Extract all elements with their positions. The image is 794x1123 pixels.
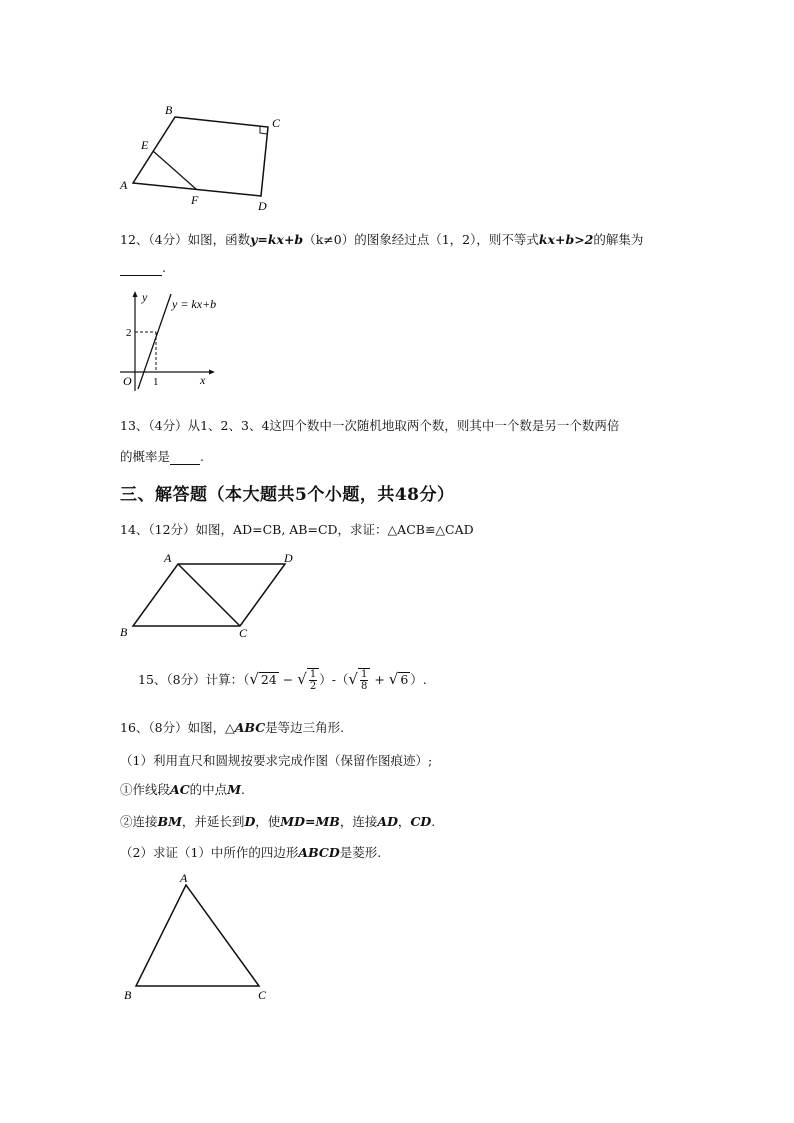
label-a: A xyxy=(180,871,188,885)
text: ，使 xyxy=(255,814,281,829)
text: ， xyxy=(397,814,411,829)
label-b: B xyxy=(165,103,173,117)
section-heading: 三、解答题（本大题共5个小题，共48分） xyxy=(120,485,455,505)
label-f: F xyxy=(191,193,199,207)
question-13-line2 xyxy=(120,447,204,465)
question-15 xyxy=(138,668,427,692)
radicand-half xyxy=(307,668,319,692)
q16-triangle: △ABC xyxy=(225,720,266,735)
point-m: M xyxy=(227,782,242,797)
text: ②连接 xyxy=(120,814,158,829)
q13-period: . xyxy=(200,449,204,464)
text: 是菱形. xyxy=(339,845,382,860)
q16-step1 xyxy=(120,780,245,798)
q12-condition: （k≠0） xyxy=(303,232,355,247)
segment-ad: AD xyxy=(377,814,398,829)
equation-md-mb: MD=MB xyxy=(280,814,340,829)
question-12 xyxy=(120,230,643,248)
radicand-eighth xyxy=(358,668,370,692)
q16-step2 xyxy=(120,812,435,830)
label-c: C xyxy=(258,988,267,1002)
question-14: 14、（12分）如图，AD=CB, AB=CD，求证：△ACB≌△CAD xyxy=(120,522,474,537)
numerator: 1 xyxy=(309,669,317,680)
tick-label-2: 2 xyxy=(126,327,132,339)
radical-sign: √ xyxy=(297,670,307,688)
origin-label: O xyxy=(123,374,132,388)
q13-line1: 13、（4分）从1、2、3、4这四个数中一次随机地取两个数，则其中一个数是另一个数两倍 xyxy=(120,418,620,433)
question-16 xyxy=(120,718,344,736)
q16-lead: 16、（8分）如图， xyxy=(120,720,226,735)
q12-answer-line xyxy=(120,260,166,276)
q12-tail: 的解集为 xyxy=(593,232,644,247)
axis-label-y: y xyxy=(142,290,148,304)
q12-mid: 的图象经过点（1，2），则不等式 xyxy=(354,232,539,247)
radical-sign: √ xyxy=(388,670,399,688)
line-label: y = kx+b xyxy=(172,297,217,311)
point-d: D xyxy=(244,814,256,829)
q15-lead: 15、（8分）计算：（ xyxy=(138,672,250,687)
q12-inequality: kx+b>2 xyxy=(538,232,594,247)
label-c: C xyxy=(239,626,248,640)
radical-sign: √ xyxy=(348,670,358,688)
label-c: C xyxy=(272,116,281,130)
radicand-6: 6 xyxy=(400,672,409,687)
q12-period: . xyxy=(162,260,166,275)
text: （2）求证（1）中所作的四边形 xyxy=(120,845,299,860)
question-13 xyxy=(120,416,619,434)
text: 的中点 xyxy=(189,782,228,797)
label-e: E xyxy=(141,138,149,152)
q15-mid: ）-（ xyxy=(319,672,349,687)
q12-function: y=kx+b xyxy=(250,232,304,247)
minus-sign: − xyxy=(278,672,298,687)
tick-label-1: 1 xyxy=(153,376,159,388)
plus-sign: + xyxy=(370,672,389,687)
text: ，并延长到 xyxy=(181,814,245,829)
q12-text: 12、（4分）如图，函数 xyxy=(120,232,251,247)
text: . xyxy=(241,782,246,797)
label-b: B xyxy=(120,625,128,639)
text: . xyxy=(431,814,436,829)
figure-parallelogram xyxy=(115,548,305,643)
figure-quadrilateral-ef xyxy=(115,100,290,215)
axis-label-x: x xyxy=(200,373,206,387)
label-a: A xyxy=(164,551,172,565)
q16-part2 xyxy=(120,843,381,861)
numerator: 1 xyxy=(360,669,368,680)
label-d: D xyxy=(258,199,267,213)
quad-abcd: ABCD xyxy=(298,845,340,860)
figure-linear-graph xyxy=(115,285,230,395)
q13-line2: 的概率是 xyxy=(120,449,171,464)
figure-equilateral-triangle xyxy=(115,868,280,1008)
label-b: B xyxy=(124,988,132,1002)
text: ，连接 xyxy=(339,814,378,829)
radical-sign: √ xyxy=(249,670,259,688)
label-d: D xyxy=(284,551,293,565)
q15-end: ）. xyxy=(410,672,427,687)
q16-text: 是等边三角形. xyxy=(265,720,345,735)
segment-ac: AC xyxy=(170,782,190,797)
answer-blank[interactable] xyxy=(170,449,200,465)
segment-bm: BM xyxy=(157,814,182,829)
denominator: 2 xyxy=(309,681,317,692)
segment-cd: CD xyxy=(410,814,432,829)
denominator: 8 xyxy=(360,681,368,692)
text: ①作线段 xyxy=(120,782,171,797)
q16-part1: （1）利用直尺和圆规按要求完成作图（保留作图痕迹）; xyxy=(120,753,433,768)
radicand-24: 24 xyxy=(260,672,277,687)
label-a: A xyxy=(120,178,128,192)
answer-blank[interactable] xyxy=(120,260,162,276)
